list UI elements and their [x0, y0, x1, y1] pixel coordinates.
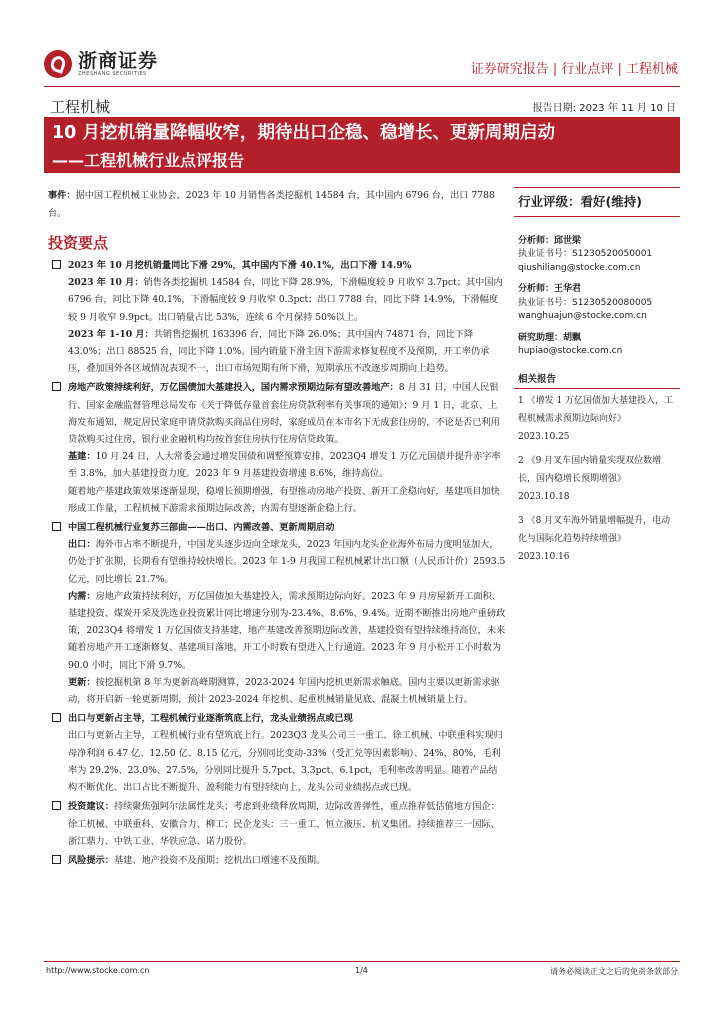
related-report-item[interactable] [514, 509, 680, 569]
highlight-block [48, 798, 506, 850]
event-text: 据中国工程机械工业协会，2023 年 10 月销售各类挖掘机 14584 台，其中国内 6796 台，出口 7788 台。 [48, 190, 495, 219]
analyst-name: 邱世梁 [554, 235, 582, 246]
analyst-cert: 执业证书号：S1230520050001 [518, 249, 653, 259]
paragraph-text: 按挖掘机第 8 年为更新高峰期测算，2023-2024 年国内挖机更新需求触底。国内主要以更新需求驱动，将开启新一轮更新周期，预计 2023-2024 年挖机、起重机械销量见底、混凝土机械销量上行。 [68, 676, 500, 706]
highlight-paragraph [68, 852, 506, 869]
highlight-block [48, 519, 506, 708]
checkbox-bullet-icon [52, 260, 61, 269]
industry-rating: 行业评级：看好(维持) [514, 187, 680, 217]
paragraph-lead: 房地产政策持续利好，万亿国债加大基建投入，国内需求预期边际有望改善地产： [68, 382, 399, 394]
report-title: 10 月挖机销量降幅收窄，期待出口企稳、稳增长、更新周期启动 [52, 123, 555, 143]
brand-logo-icon [44, 50, 72, 78]
analyst-cert: 执业证书号：S1230520080005 [518, 297, 653, 308]
paragraph-text: 共销售挖掘机 163396 台，同比下降 26.0%；其中国内 74871 台，同比下降 43.0%；出口 88525 台，同比下降 1.0%。国内销量下滑主因下游需求修复程度不及预期，开工率仍承压，叠加国外各区域情况表现不一，出口市场短期有所下滑，短期承压不改逐步周期向上趋势。 [68, 328, 490, 375]
checkbox-bullet-icon [52, 713, 61, 722]
analyst-entry [518, 283, 680, 324]
highlight-paragraph [68, 274, 506, 326]
checkbox-bullet-icon [52, 522, 61, 531]
analyst-role: 研究助理： [518, 332, 564, 343]
event-paragraph [48, 187, 506, 223]
highlight-paragraph [68, 727, 506, 796]
highlight-heading: 出口与更新占主导，工程机械行业逐渐筑底上行，龙头业绩拐点或已现 [68, 713, 353, 725]
sidebar [514, 187, 680, 569]
report-date: 报告日期: 2023 年 11 月 10 日 [532, 103, 676, 114]
highlight-paragraph [68, 483, 506, 517]
related-report-item[interactable] [514, 389, 680, 449]
footer-url[interactable]: http://www.stocke.com.cn [46, 966, 150, 975]
highlight-heading: 中国工程机械行业复苏三部曲——出口、内需改善、更新周期启动 [68, 522, 335, 534]
event-label: 事件： [48, 190, 76, 201]
paragraph-lead: 风险提示： [68, 854, 114, 866]
highlight-paragraph [68, 798, 506, 850]
analyst-role: 分析师： [518, 284, 555, 294]
paragraph-lead: 2023 年 10 月： [68, 277, 144, 289]
highlight-block [48, 852, 506, 869]
analyst-name: 王华君 [554, 284, 582, 294]
paragraph-lead: 出口： [68, 539, 96, 551]
highlight-paragraph [68, 448, 506, 482]
checkbox-bullet-icon [52, 855, 61, 864]
footer-disclaimer: 请务必阅读正文之后的免责条款部分 [550, 967, 678, 976]
header-divider [44, 86, 680, 87]
paragraph-text: 销售各类挖掘机 14584 台，同比下降 28.9%，下滑幅度较 9 月收窄 3.7pct；其中国内 6796 台，同比下降 40.1%，下滑幅度较 9 月收窄 0.3pct；出口 7788 台，同比下降 14.9%，下滑幅度较 9 月收窄 9.9pct。出口销量占比 53%，连续 6 个月保持 50%以上。 [68, 277, 503, 323]
brand-name-en: ZHESHANG SECURITIES [78, 71, 147, 77]
checkbox-bullet-icon [52, 801, 61, 810]
analyst-name: 胡飘 [563, 332, 582, 343]
highlight-heading: 2023 年 10 月挖机销量同比下滑 29%，其中国内下滑 40.1%，出口下滑 14.9% [68, 260, 412, 271]
analyst-entry [518, 235, 680, 276]
related-report-title: 2 《9 月叉车国内销量实现双位数增长，国内稳增长预期增强》 [518, 456, 662, 484]
analyst-list [514, 235, 680, 359]
sector-label: 工程机械 [50, 98, 111, 116]
analyst-role: 分析师： [518, 235, 555, 246]
related-report-date: 2023.10.16 [518, 552, 570, 562]
checkbox-bullet-icon [52, 382, 61, 391]
highlight-paragraph [68, 379, 506, 448]
section-title: 投资要点 [48, 234, 109, 252]
analyst-email[interactable]: wanghuajun@stocke.com.cn [518, 311, 647, 321]
paragraph-text: 8 月 31 日，中国人民银行、国家金融监督管理总局发布《关于降低存量首套住房贷款利率有关事项的通知》；9 月 1 日，北京、上海发布通知，规定居民家庭申请贷款购买商品住房时，家庭成员在本市名下无成套住房的，不论是否已利用贷款购买过住房，银行业金融机构均按首套住房执行住房信贷政策。 [68, 382, 500, 446]
paragraph-lead: 基建： [68, 451, 96, 463]
related-report-date: 2023.10.25 [518, 432, 570, 442]
paragraph-lead: 投资建议： [68, 801, 114, 813]
highlight-paragraph [68, 674, 506, 708]
analyst-entry [518, 332, 680, 359]
footer-divider [44, 961, 680, 962]
paragraph-text: 房地产政策持续利好，万亿国债加大基建投入，需求预期边际向好。2023 年 9 月房屋新开工面积、基建投资、煤炭开采及洗选业投资累计同比增速分别为-23.4%、8.6%、9.4%。近期不断推出房地产重磅政策，2023Q4 将增发 1 万亿国债支持基建，地产基建改善预期边际改善，基建投资有望持续维持高位，未来随着房地产开工逐渐修复、基建项目落地，开工小时数有望进入上行通道。2023 年 9 月小松开工小时数为 90.0 小时，同比下滑 9.7%。 [68, 590, 506, 671]
highlight-block [48, 710, 506, 796]
paragraph-lead: 2023 年 1-10 月： [68, 328, 154, 340]
report-subtitle: ——工程机械行业点评报告 [52, 151, 245, 170]
paragraph-text: 随着地产基建政策效果逐渐显现，稳增长预期增强，有望推动房地产投资、新开工企稳向好，基建项目加快形成工作量，工程机械下游需求预期边际改善，内需有望逐渐企稳上行。 [68, 485, 500, 514]
paragraph-text: 出口与更新占主导，工程机械行业有望筑底上行。2023Q3 龙头公司三一重工、徐工机械、中联重科实现归母净利润 6.47 亿、12.50 亿、8.15 亿元，分别同比变动-33%（受汇兑等因素影响）、24%、80%，毛利率为 29.2%、23.0%、27.5%，分别同比提升 5.7pct、3.3pct、6.1pct，毛利率改善明显。随着产品结构不断优化、出口占比不断提升、盈利能力有望持续向上，龙头公司业绩拐点或已现。 [68, 730, 503, 794]
analyst-email[interactable]: qiushiliang@stocke.com.cn [518, 262, 641, 273]
highlight-paragraph [68, 536, 506, 588]
brand-logo [44, 50, 158, 78]
highlight-paragraph [68, 326, 506, 378]
highlight-paragraph [68, 588, 506, 674]
report-category-nav: 证券研究报告 | 行业点评 | 工程机械 [470, 62, 678, 77]
related-reports-list [514, 389, 680, 569]
paragraph-text: 海外市占率不断提升，中国龙头逐步迈向全球龙头，2023 年国内龙头企业海外布局力度明显加大，仍处于扩张期，长期看有望维持较快增长。2023 年 1-9 月我国工程机械累计出口额（人民币计价）2593.5 亿元，同比增长 21.7%。 [68, 539, 506, 585]
related-report-item[interactable] [514, 449, 680, 509]
paragraph-text: 10 月 24 日，人大常委会通过增发国债和调整预算安排，2023Q4 增发 1 万亿元国债并提升赤字率至 3.8%，加大基建投资力度。2023 年 9 月基建投资增速 8.6%，维持高位。 [68, 451, 501, 480]
title-banner [44, 117, 680, 173]
brand-name: 浙商证券 [78, 50, 159, 72]
related-report-title: 3 《8 月叉车海外销量增幅提升，电动化与国际化趋势持续增强》 [518, 516, 671, 544]
paragraph-lead: 更新： [68, 676, 96, 688]
highlight-block [48, 379, 506, 517]
paragraph-lead: 内需： [68, 590, 96, 602]
related-reports-title: 相关报告 [514, 371, 680, 390]
analyst-email[interactable]: hupiao@stocke.com.cn [518, 346, 623, 356]
related-report-title: 1 《增发 1 万亿国债加大基建投入，工程机械需求预期边际向好》 [518, 396, 674, 424]
page-number: 1/4 [355, 966, 368, 975]
paragraph-text: 持续聚焦强阿尔法属性龙头；考虑到业绩释放周期，边际改善弹性，重点推荐低估值地方国企：徐工机械、中联重科、安徽合力、柳工；民企龙头：三一重工、恒立液压、杭叉集团。持续推荐三一国际、浙江鼎力、中铁工业、华铁应急、诺力股份。 [68, 801, 500, 847]
investment-highlights [48, 257, 506, 869]
related-report-date: 2023.10.18 [518, 492, 570, 502]
paragraph-text: 基建、地产投资不及预期；挖机出口增速不及预期。 [113, 854, 326, 866]
highlight-block [48, 257, 506, 377]
